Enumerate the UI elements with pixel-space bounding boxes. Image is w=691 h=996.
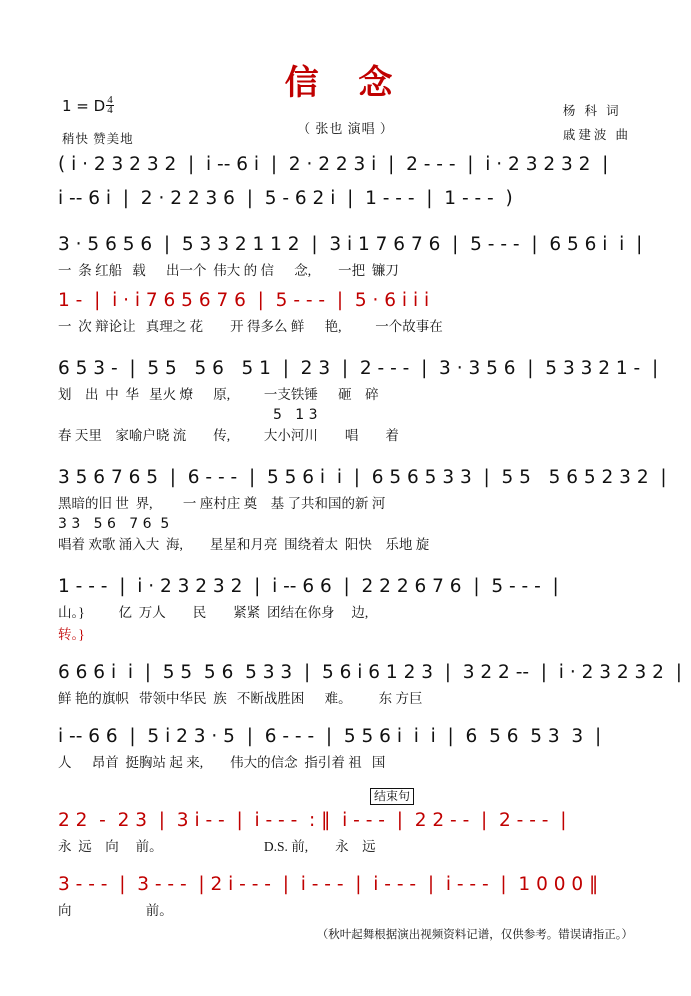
note-row: i -- 6 6 | 5 i 2 3 · 5 | 6 - - - | 5 5 6 i i i | 6 5 6 5 3 3 | [58, 726, 602, 747]
page-title: 信 念 [284, 63, 407, 103]
lyric-row-alt: 转。} [58, 627, 85, 642]
note-row: i -- 6 i | 2 · 2 2 3 6 | 5 - 6 2 i | 1 - - - | 1 - - - ) [58, 188, 513, 209]
stave [0, 722, 691, 774]
stave [0, 230, 691, 282]
key-label: 1 = D [62, 97, 106, 115]
note-row: 3 5 6 7 6 5 | 6 - - - | 5 5 6 i i | 6 5 6 5 3 3 | 5 5 5 6 5 2 3 2 | [58, 467, 667, 488]
note-row: 6 6 6 i i | 5 5 5 6 5 3 3 | 5 6 i 6 1 2 3 | 3 2 2 -- | i · 2 3 2 3 2 | [58, 662, 682, 683]
lyric-row: 永 远 向 前。 D.S. 前, 永 远 [58, 839, 376, 854]
note-row-alt: 1 - | i · i 7 6 5 6 7 6 | 5 - - - | 5 · 6 i i i [58, 290, 430, 311]
note-row: 1 - - - | i · 2 3 2 3 2 | i -- 6 6 | 2 2 2 6 7 6 | 5 - - - | [58, 576, 559, 597]
lyricist-credit: 杨 科 词 [562, 104, 622, 118]
note-row: 3 · 5 6 5 6 | 5 3 3 2 1 1 2 | 3 i 1 7 6 7 6 | 5 - - - | 6 5 6 i i | [58, 234, 643, 255]
lyric-row-alt: 一 次 辩论让 真理之 花 开 得多么 鲜 艳, 一个故事在 [58, 319, 443, 334]
meter-denominator: 4 [107, 104, 113, 116]
meter-numerator: 4 [107, 94, 113, 106]
key-signature [62, 96, 114, 117]
lyric-row: 鲜 艳的旗帜 带领中华民 族 不断战胜困 难。 东 方巨 [58, 691, 423, 706]
credits [563, 100, 631, 148]
lyric-row: 向 前。 [58, 903, 173, 918]
stave [0, 870, 691, 922]
lyric-row-alt: 春 天里 家喻户晓 流 传, 大小河川 唱 着 [58, 428, 399, 443]
note-row: 6 5 3 - | 5 5 5 6 5 1 | 2 3 | 2 - - - | 3 · 3 5 6 | 5 3 3 2 1 - | [58, 358, 659, 379]
stave [0, 572, 691, 646]
composer-credit: 戚建波 曲 [562, 127, 631, 142]
footnote: （秋叶起舞根据演出视频资料记谱，仅供参考。错误请指正。） [316, 929, 633, 941]
stave [0, 150, 691, 180]
stave [0, 184, 691, 214]
coda-label: 结束句 [370, 788, 414, 805]
note-row-small: 3 3 5 6 7 6 5 [58, 516, 170, 532]
stave [0, 790, 691, 858]
time-signature [106, 96, 114, 115]
note-row: ( i · 2 3 2 3 2 | i -- 6 i | 2 · 2 2 3 i | 2 - - - | i · 2 3 2 3 2 | [58, 154, 609, 175]
performer-subtitle: （ 张也 演唱 ） [297, 121, 394, 136]
lyric-row: 黑暗的旧 世 界, 一 座村庄 奠 基 了共和国的新 河 [58, 496, 386, 511]
tempo-marking: 稍快 赞美地 [62, 132, 134, 146]
note-row: 3 - - - | 3 - - - | 2 i - - - | i - - - | i - - - | i - - - | 1 0 0 0 ‖ [58, 874, 599, 895]
stave [0, 354, 691, 447]
stave [0, 658, 691, 710]
lyric-row-alt: 唱着 欢歌 涌入大 海, 星星和月亮 围绕着太 阳快 乐地 旋 [58, 537, 430, 552]
stave [0, 463, 691, 556]
lyric-row: 一 条 红船 载 出一个 伟大 的 信 念, 一把 镰刀 [58, 263, 399, 278]
note-row-small: 5 1 3 [273, 407, 318, 423]
lyric-row: 山。} 亿 万人 民 紧紧 团结在你身 边, [58, 605, 369, 620]
lyric-row: 划 出 中 华 星火 燎 原, 一支铁锤 砸 碎 [58, 387, 379, 402]
lyric-row: 人 昂首 挺胸站 起 来, 伟大的信念 指引着 祖 国 [58, 755, 386, 770]
music-body [0, 150, 691, 944]
stave [0, 286, 691, 338]
note-row: 2 2 - 2 3 | 3 i - - | i - - - : ‖ i - - - | 2 2 - - | 2 - - - | [58, 810, 567, 831]
